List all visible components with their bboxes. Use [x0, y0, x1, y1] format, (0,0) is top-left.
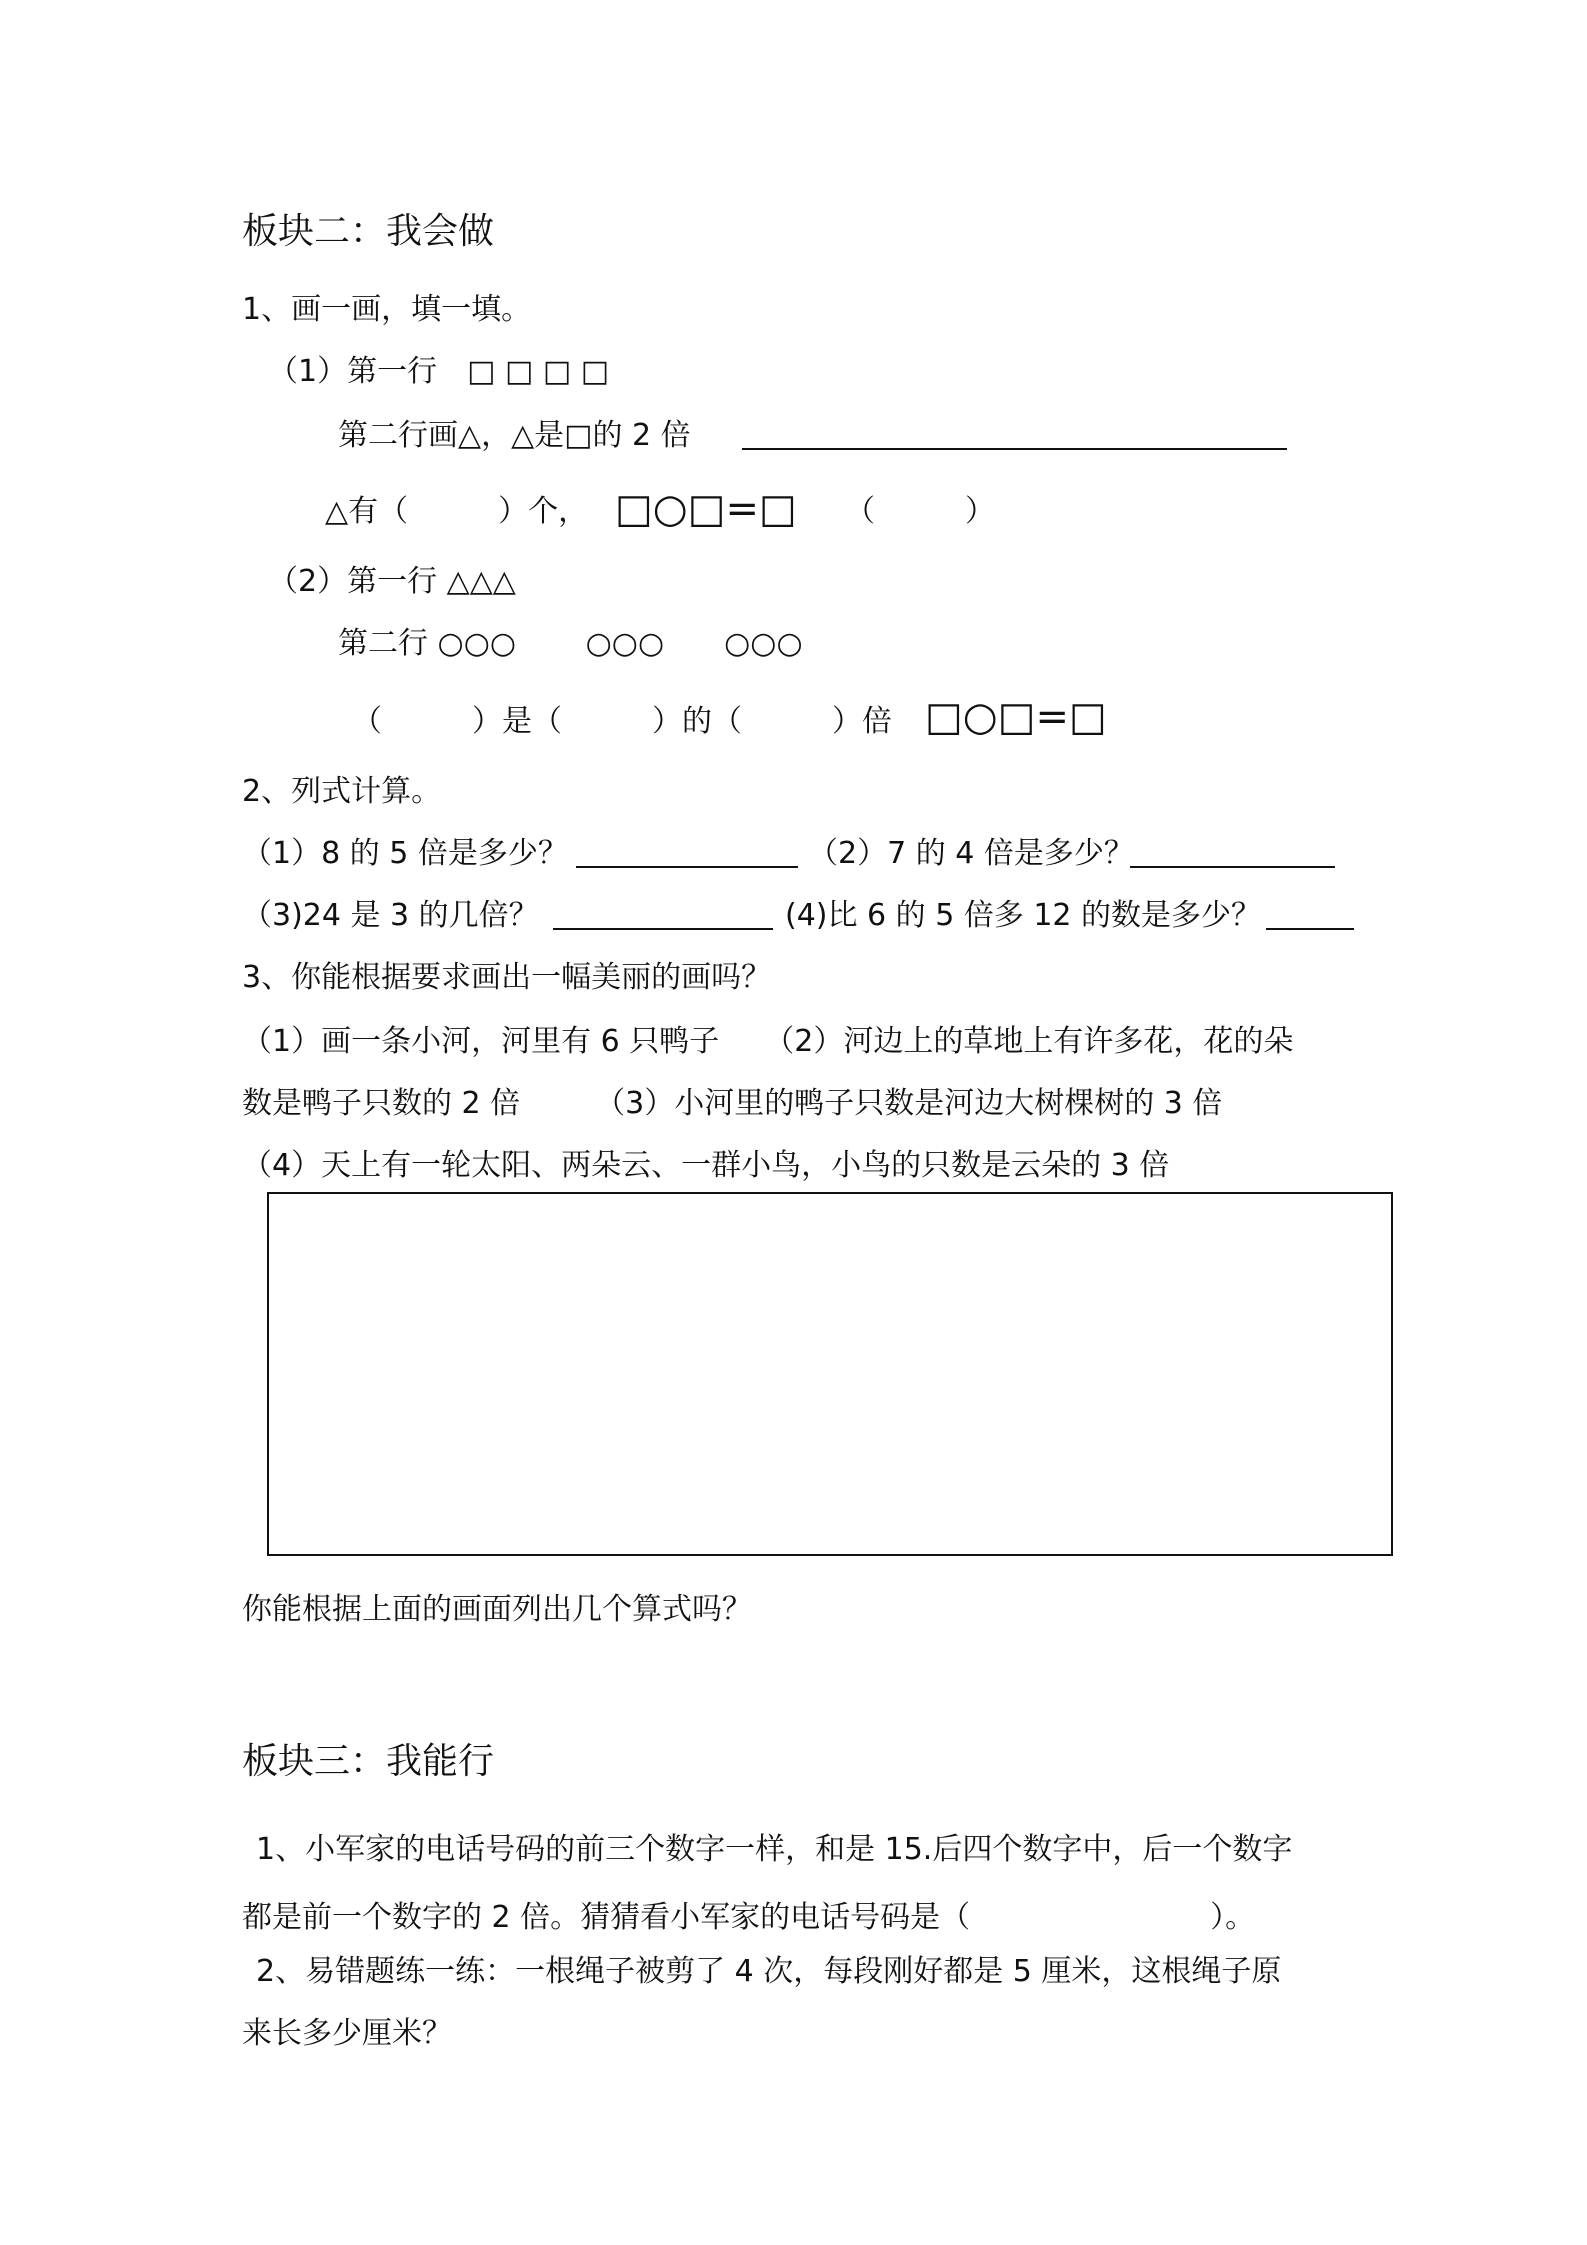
s3-q1-line1: 1、小军家的电话号码的前三个数字一样，和是 15.后四个数字中，后一个数字	[256, 1832, 1293, 1867]
q1-part1-answer-line[interactable]	[742, 418, 1287, 450]
s3-q2-line1: 2、易错题练一练：一根绳子被剪了 4 次，每段刚好都是 5 厘米，这根绳子原	[256, 1954, 1282, 1989]
s3-q2-line2: 来长多少厘米？	[242, 2016, 452, 2051]
q3-line1: （1）画一条小河，河里有 6 只鸭子 （2）河边上的草地上有许多花，花的朵	[242, 1024, 1294, 1059]
section3-heading: 板块三：我能行	[242, 1741, 495, 1782]
q1-part2-equation: □○□=□	[925, 694, 1107, 740]
q1-part1-row1: （1）第一行 □ □ □ □	[268, 354, 610, 389]
q3-line3: （4）天上有一轮太阳、两朵云、一群小鸟，小鸟的只数是云朵的 3 倍	[242, 1148, 1170, 1183]
q2-item1-answer-line[interactable]	[576, 836, 798, 868]
q2-item2: （2）7 的 4 倍是多少？	[808, 836, 1134, 871]
q1-part1-equation: □○□=□	[615, 486, 797, 532]
q3-title: 3、你能根据要求画出一幅美丽的画吗？	[242, 960, 772, 995]
q1-part2-answer: （ ）是（ ）的（ ）倍	[352, 704, 892, 739]
q1-part1-answer: △有（ ）个，	[325, 494, 589, 529]
section2-heading: 板块二：我会做	[242, 211, 495, 252]
s3-q1-line2: 都是前一个数字的 2 倍。猜猜看小军家的电话号码是（ ）。	[242, 1900, 1256, 1935]
q1-part2-row1: （2）第一行 △△△	[268, 564, 516, 599]
q2-item2-answer-line[interactable]	[1130, 836, 1335, 868]
q2-item4-answer-line[interactable]	[1266, 898, 1354, 930]
q2-item3: （3)24 是 3 的几倍？	[242, 898, 539, 933]
q1-title: 1、画一画，填一填。	[242, 292, 532, 327]
drawing-box[interactable]	[267, 1192, 1393, 1556]
q2-item3-answer-line[interactable]	[553, 898, 773, 930]
q2-title: 2、列式计算。	[242, 774, 442, 809]
q1-part1-paren: （ ）	[845, 494, 995, 529]
q1-part2-row2: 第二行 ○○○ ○○○ ○○○	[338, 626, 803, 661]
q3-line2: 数是鸭子只数的 2 倍 （3）小河里的鸭子只数是河边大树棵树的 3 倍	[242, 1086, 1223, 1121]
q2-item1: （1）8 的 5 倍是多少？	[242, 836, 568, 871]
q2-item4: (4)比 6 的 5 倍多 12 的数是多少？	[785, 898, 1262, 933]
q3-followup: 你能根据上面的画面列出几个算式吗？	[242, 1592, 752, 1627]
q1-part1-row2: 第二行画△，△是□的 2 倍	[338, 418, 691, 453]
